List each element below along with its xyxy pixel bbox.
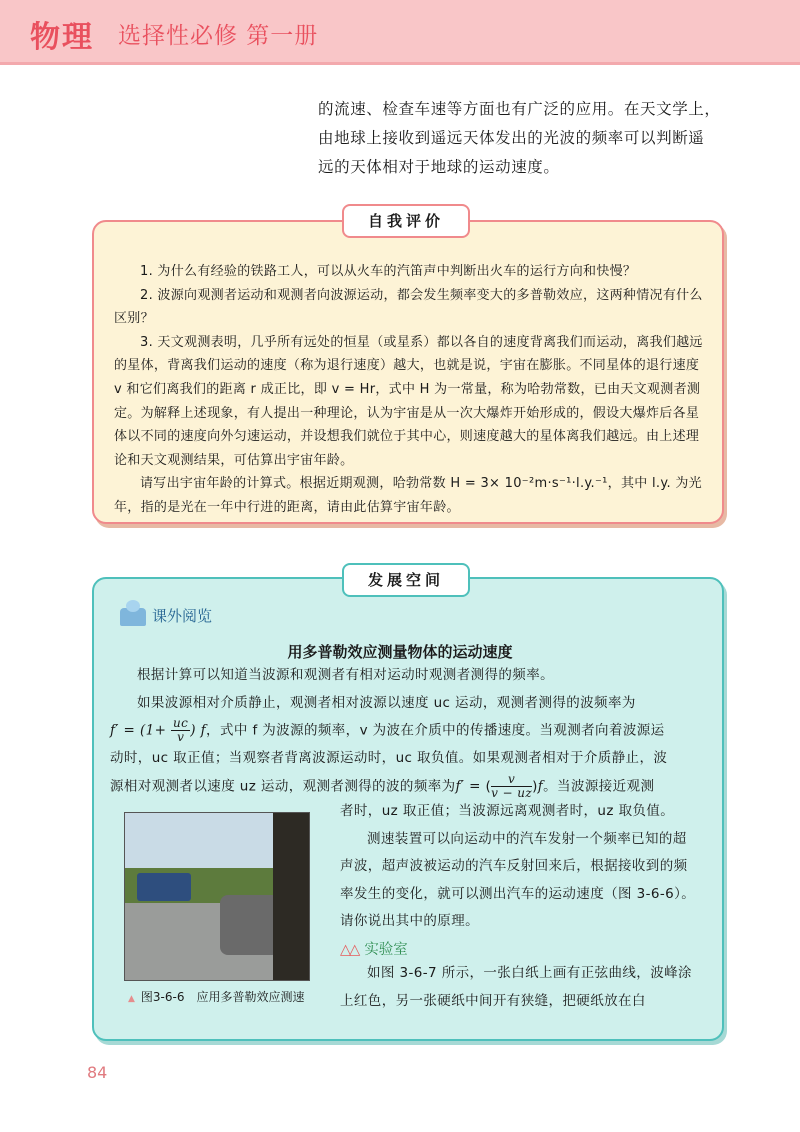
article-paragraph-2a: 如果波源相对介质静止，观测者相对波源以速度 uc 运动，观测者测得的波频率为 (137, 694, 636, 711)
article-body (110, 662, 700, 801)
article-text: ，式中 f 为波源的频率，v 为波在介质中的传播速度。当观测者向着波源运 (206, 722, 665, 739)
equation-2: f′ = (455, 778, 481, 794)
article-paragraph-1: 根据计算可以知道当波源和观测者有相对运动时观测者测得的频率。 (137, 667, 554, 683)
book-title: 选择性必修 第一册 (118, 23, 319, 49)
article-text: 源相对观测者以速度 uz 运动，观测者测得的波的频率为 (110, 778, 456, 794)
article-title: 用多普勒效应测量物体的运动速度 (287, 643, 513, 661)
article-line: 动时，uc 取正值；当观察者背离波源运动时，uc 取负值。如果观测者相对于介质静止，波 (110, 750, 668, 766)
dev-space-title: 发展空间 (342, 563, 470, 597)
article-paragraph-3: 测速装置可以向运动中的汽车发射一个频率已知的超声波，超声波被运动的汽车反射回来后，根据接收到的频率发生的变化，就可以测出汽车的运动速度（图 3-6-6）。请你说出其中的原理。 (340, 830, 696, 929)
triangle-icon: ▲ (128, 994, 135, 1004)
question-3-task: 请写出宇宙年龄的计算式。根据近期观测，哈勃常数 H = 3× 10⁻²m·s⁻¹·l.y.⁻¹，其中 l.y. 为光年，指的是光在一年中行进的距离，请由此估算宇宙年龄。 (114, 476, 702, 515)
lab-label-text: 实验室 (364, 942, 408, 958)
article-right-column (340, 798, 700, 936)
frac-denominator: v (177, 730, 185, 744)
fraction-v-over-v-minus-uz (491, 773, 532, 800)
caption-text: 图3-6-6 应用多普勒效应测速 (140, 990, 305, 1004)
page-number: 84 (87, 1063, 108, 1082)
reading-label-text: 课外阅览 (152, 607, 213, 625)
equation-1: f′ = (1+ (110, 722, 167, 739)
lab-paragraph (340, 960, 700, 1015)
question-1: 1. 为什么有经验的铁路工人，可以从火车的汽笛声中判断出火车的运行方向和快慢？ (140, 264, 637, 279)
lab-text: 如图 3-6-7 所示，一张白纸上画有正弦曲线，波峰涂上红色，另一张硬纸中间开有狭缝，把硬纸放在白 (340, 965, 692, 1009)
frac-numerator: v (491, 773, 532, 787)
frac-denominator: v − uz (491, 785, 533, 800)
book-icon (120, 608, 146, 626)
intro-line: 的流速、检查车速等方面也有广泛的应用。在天文学上， (318, 100, 721, 118)
truck-icon (137, 873, 191, 901)
question-2: 2. 波源向观测者运动和观测者向波源运动，都会发生频率变大的多普勒效应，这两种情况有什么区别？ (114, 287, 703, 327)
self-eval-title: 自我评价 (342, 204, 470, 238)
self-eval-box (92, 220, 724, 524)
extra-reading-label (120, 605, 212, 626)
equation-2-end: f (537, 778, 544, 794)
lab-label (340, 938, 408, 959)
speed-measurement-photo (124, 812, 310, 981)
page-header (0, 0, 800, 65)
radar-device-icon (220, 895, 280, 955)
figure-caption (128, 988, 305, 1005)
subject-title: 物理 (30, 20, 94, 55)
flask-icon: △△ (340, 942, 359, 958)
intro-paragraph (318, 95, 723, 182)
intro-line: 由地球上接收到遥远天体发出的光波的频率可以判断遥 (318, 129, 705, 147)
article-line-eq2: 源相对观测者以速度 uz 运动，观测者测得的波的频率为f′ = ( $\frac{v}{v - uz}$ )f。当波源接近观测 (110, 771, 655, 800)
article-line: 者时，uz 取正值；当波源远离观测者时，uz 取负值。 (340, 803, 675, 819)
person-silhouette (273, 813, 309, 980)
intro-line: 远的天体相对于地球的运动速度。 (318, 158, 560, 176)
question-3: 3. 天文观测表明，几乎所有远处的恒星（或星系）都以各自的速度背离我们而运动，离我们越远的星体，背离我们运动的速度（称为退行速度）越大，也就是说，宇宙在膨胀。不同星体的退行速度 v 和它们离我们的距离 r 成正比，即 v = Hr，式中 H 为一常量，称为哈勃常数，已由天文观测者测定。为解释上述现象，有人提出一种理论，认为宇宙是从一次大爆炸开始形成的，假设大爆炸后各星体以不同的速度向外匀速运动，并设想我们就位于其中心，则速度越大的星体离我们越远。由上述理论和天文观测结果，可估算出宇宙年龄。 (114, 334, 703, 468)
fraction-uc-over-v (171, 717, 190, 744)
equation-1-end: ) f (190, 722, 207, 739)
frac-numerator: uc (173, 716, 189, 730)
article-line-eq1 (110, 717, 700, 745)
article-text: 。当波源接近观测 (543, 778, 655, 794)
